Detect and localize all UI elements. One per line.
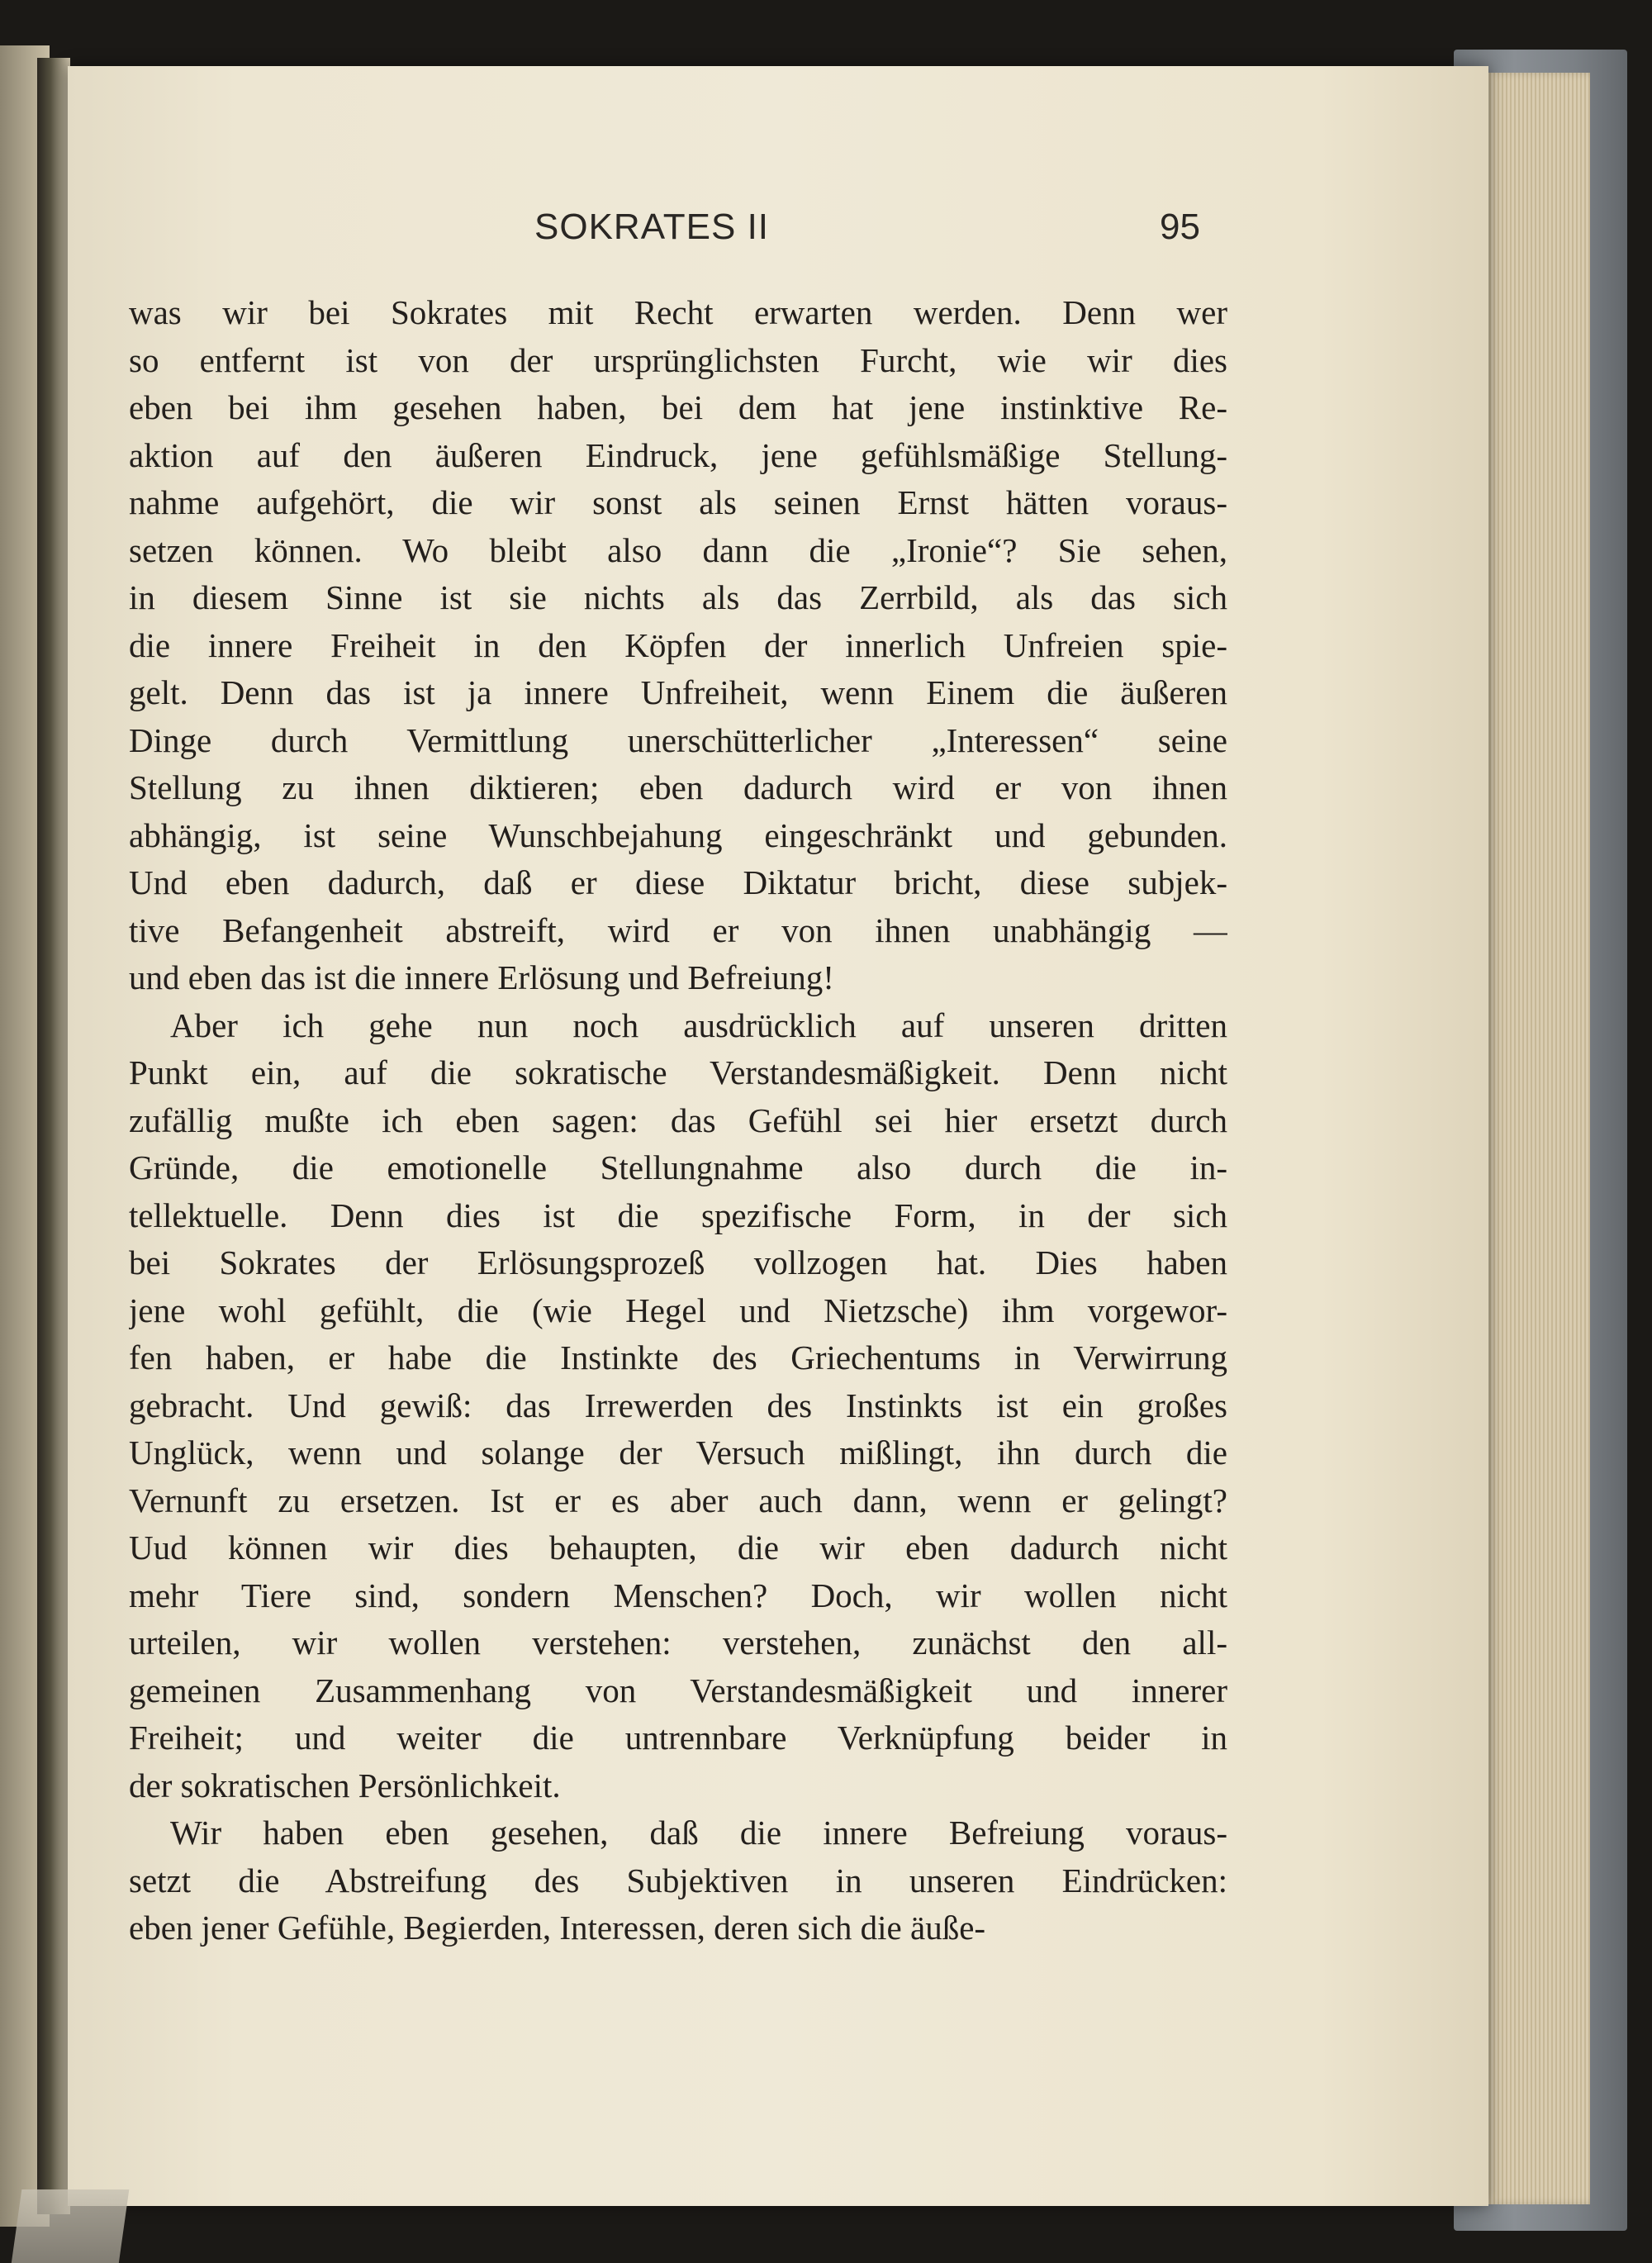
text-line: fen haben, er habe die Instinkte des Griechentums in Verwirrung [129,1338,1227,1376]
text-line: tive Befangenheit abstreift, wird er von ihnen unabhängig — [129,910,1227,949]
text-line: urteilen, wir wollen verstehen: verstehen, zunächst den all- [129,1624,1227,1662]
text-line: gemeinen Zusammenhang von Verstandesmäßigkeit und innerer [129,1671,1227,1709]
text-line: was wir bei Sokrates mit Recht erwarten werden. Denn wer [129,293,1227,331]
text-line: und eben das ist die innere Erlösung und Befreiung! [129,958,834,996]
text-line: die innere Freiheit in den Köpfen der innerlich Unfreien spie- [129,625,1227,664]
paragraph [129,1002,1227,1810]
page-number: 95 [1160,207,1200,247]
text-line: gebracht. Und gewiß: das Irrewerden des Instinkts ist ein großes [129,1386,1227,1424]
text-line: Stellung zu ihnen diktieren; eben dadurch wird er von ihnen [129,768,1227,806]
running-head [68,207,1488,256]
text-line: Unglück, wenn und solange der Versuch mißlingt, ihn durch die [129,1433,1227,1471]
text-line: bei Sokrates der Erlösungsprozeß vollzogen hat. Dies haben [129,1243,1227,1281]
body-text [129,289,1227,1952]
paragraph [129,1809,1227,1952]
text-line: Freiheit; und weiter die untrennbare Verknüpfung beider in [129,1719,1227,1757]
text-line: Gründe, die emotionelle Stellungnahme also durch die in- [129,1148,1227,1186]
text-line: gelt. Denn das ist ja innere Unfreiheit, wenn Einem die äußeren [129,673,1227,711]
text-line: Und eben dadurch, daß er diese Diktatur bricht, diese subjek- [129,863,1227,901]
text-line: Dinge durch Vermittlung unerschütterlicher „Interessen“ seine [129,720,1227,759]
text-line: Uud können wir dies behaupten, die wir eben dadurch nicht [129,1528,1227,1567]
text-line: tellektuelle. Denn dies ist die spezifische Form, in der sich [129,1196,1227,1234]
text-line: Aber ich gehe nun noch ausdrücklich auf unseren dritten [170,1006,1227,1044]
text-line: abhängig, ist seine Wunschbejahung eingeschränkt und gebunden. [129,815,1227,854]
text-line: Wir haben eben gesehen, daß die innere Befreiung voraus- [170,1814,1227,1852]
book-gutter [37,58,70,2214]
text-line: nahme aufgehört, die wir sonst als seinen Ernst hätten voraus- [129,483,1227,521]
text-line: setzt die Abstreifung des Subjektiven in unseren Eindrücken: [129,1861,1227,1899]
text-line: Punkt ein, auf die sokratische Verstandesmäßigkeit. Denn nicht [129,1053,1227,1091]
text-line: jene wohl gefühlt, die (wie Hegel und Nietzsche) ihm vorgewor- [129,1291,1227,1329]
paragraph [129,289,1227,1002]
text-line: eben bei ihm gesehen haben, bei dem hat jene instinktive Re- [129,388,1227,426]
text-line: so entfernt ist von der ursprünglichsten Furcht, wie wir dies [129,340,1227,379]
text-line: in diesem Sinne ist sie nichts als das Zerrbild, als das sich [129,578,1227,616]
text-line: aktion auf den äußeren Eindruck, jene gefühlsmäßige Stellung- [129,435,1227,474]
text-line: setzen können. Wo bleibt also dann die „Ironie“? Sie sehen, [129,530,1227,569]
text-line: zufällig mußte ich eben sagen: das Gefühl sei hier ersetzt durch [129,1101,1227,1139]
text-line: Vernunft zu ersetzen. Ist er es aber auch dann, wenn er gelingt? [129,1481,1227,1519]
text-line: eben jener Gefühle, Begierden, Interessen, deren sich die äuße- [129,1909,986,1947]
text-line: der sokratischen Persönlichkeit. [129,1766,561,1804]
running-title: SOKRATES II [534,207,770,247]
text-line: mehr Tiere sind, sondern Menschen? Doch, wir wollen nicht [129,1576,1227,1614]
page-fore-edge [1483,73,1590,2204]
ribbon-bookmark [12,2189,130,2263]
